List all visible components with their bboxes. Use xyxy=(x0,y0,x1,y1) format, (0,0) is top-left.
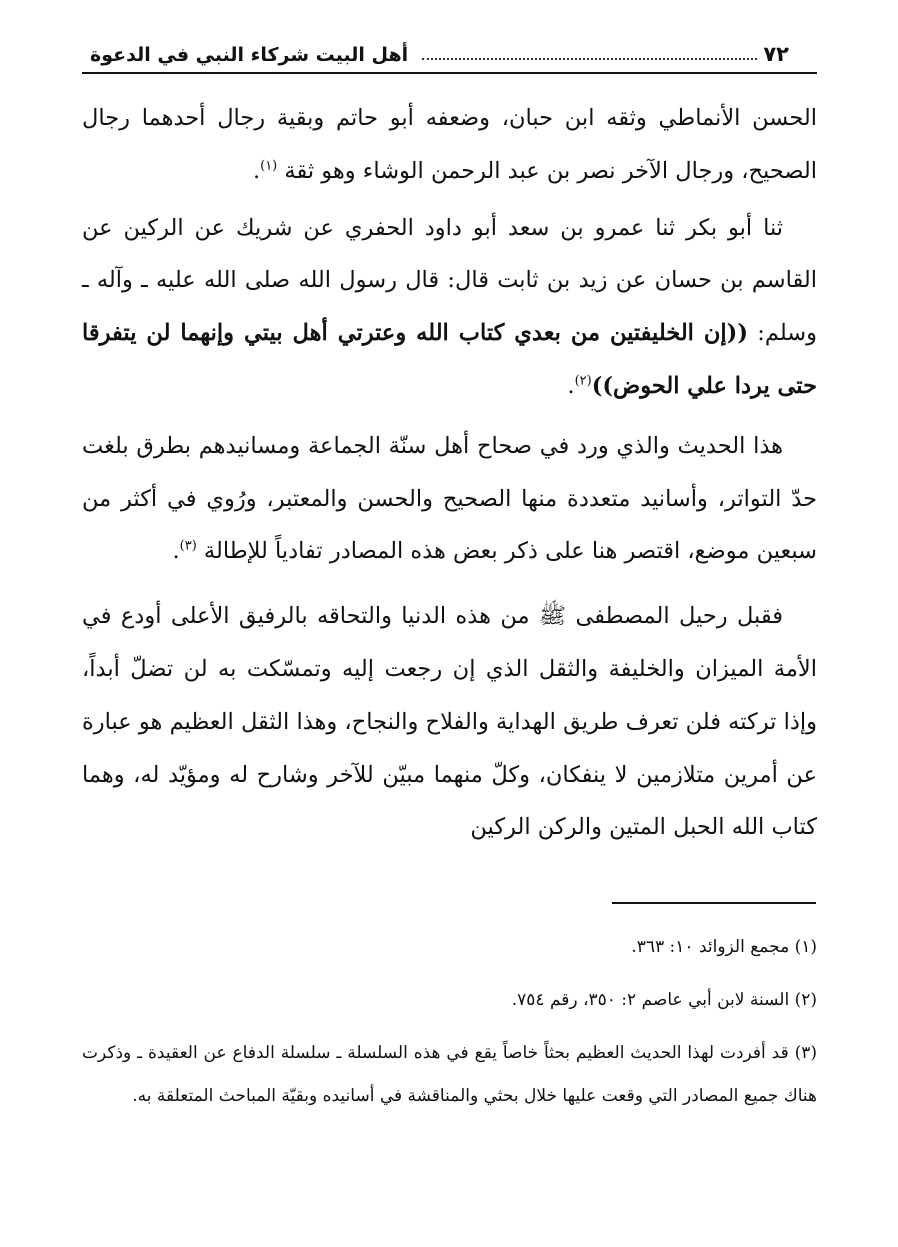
paragraph-3 xyxy=(82,420,817,578)
main-text xyxy=(82,92,817,854)
footnote-separator xyxy=(612,902,816,904)
header-dot-leader xyxy=(422,58,757,60)
running-header xyxy=(82,28,817,74)
footnote-2: (٢) السنة لابن أبي عاصم ٢: ٣٥٠، رقم ٧٥٤. xyxy=(511,990,817,1010)
footnote-1: (١) مجمع الزوائد ١٠: ٣٦٣. xyxy=(631,937,817,957)
paragraph-4-text: فقبل رحيل المصطفى ﷺ من هذه الدنيا والتحاقه بالرفيق الأعلى أودع في الأمة الميزان والخليفة والثقل الذي إن رجعت إليه وتمسّكت به لن تضلّ أبداً، وإذا تركته فلن تعرف طريق الهداية والفلاح والنجاح، وهذا الثقل العظيم هو عبارة عن أمرين متلازمين لا ينفكان، وكلّ منهما مبيّن للآخر وشارح له ومؤيّد له، وهما كتاب الله الحبل المتين والركن الركين xyxy=(82,603,817,841)
paragraph-3-end: . xyxy=(172,538,180,565)
paragraph-4 xyxy=(82,590,817,854)
footnote-3: (٣) قد أفردت لهذا الحديث العظيم بحثاً خاصاً يقع في هذه السلسلة ـ سلسلة الدفاع عن العقيدة ـ وذكرت هناك جميع المصادر التي وقعت عليها خلال بحثي والمناقشة في أسانيده وبقيّة المباحث المتعلقة به. xyxy=(82,1043,817,1106)
paragraph-1-end: . xyxy=(252,157,261,184)
paragraph-2-intro: ثنا أبو بكر ثنا عمرو بن سعد أبو داود الحفري عن شريك عن الركين عن القاسم بن حسان عن زيد بن ثابت قال: قال رسول الله صلى الله عليه ـ وآله ـ وسلم: xyxy=(82,214,818,347)
hadith-quote: ((إن الخليفتين من بعدي كتاب الله وعترتي أهل بيتي وإنهما لن يتفرقا حتى يردا علي الحوض)) xyxy=(82,320,817,399)
paragraph-3-text: هذا الحديث والذي ورد في صحاح أهل سنّة الجماعة ومسانيدهم بطرق بلغت حدّ التواتر، وأسانيد متعددة منها الصحيح والحسن والمعتبر، ورُوي في أكثر من سبعين موضع، اقتصر هنا على ذكر بعض هذه المصادر تفادياً للإطالة xyxy=(82,432,817,565)
running-title: أهل البيت شركاء النبي في الدعوة xyxy=(90,44,409,66)
footnote-ref-2: (٢) xyxy=(574,373,592,389)
paragraph-1-text: الحسن الأنماطي وثقه ابن حبان، وضعفه أبو حاتم وبقية رجال أحدهما رجال الصحيح، ورجال الآخر نصر بن عبد الرحمن الوشاء وهو ثقة xyxy=(82,105,817,184)
footnote-ref-3: (٣) xyxy=(179,538,197,554)
footnote-ref-1: (١) xyxy=(260,158,278,174)
footnotes xyxy=(82,926,817,1118)
paragraph-2 xyxy=(82,202,817,413)
page-number: ٧٢ xyxy=(763,42,789,66)
paragraph-2-end: . xyxy=(567,372,575,399)
paragraph-1 xyxy=(82,92,817,198)
